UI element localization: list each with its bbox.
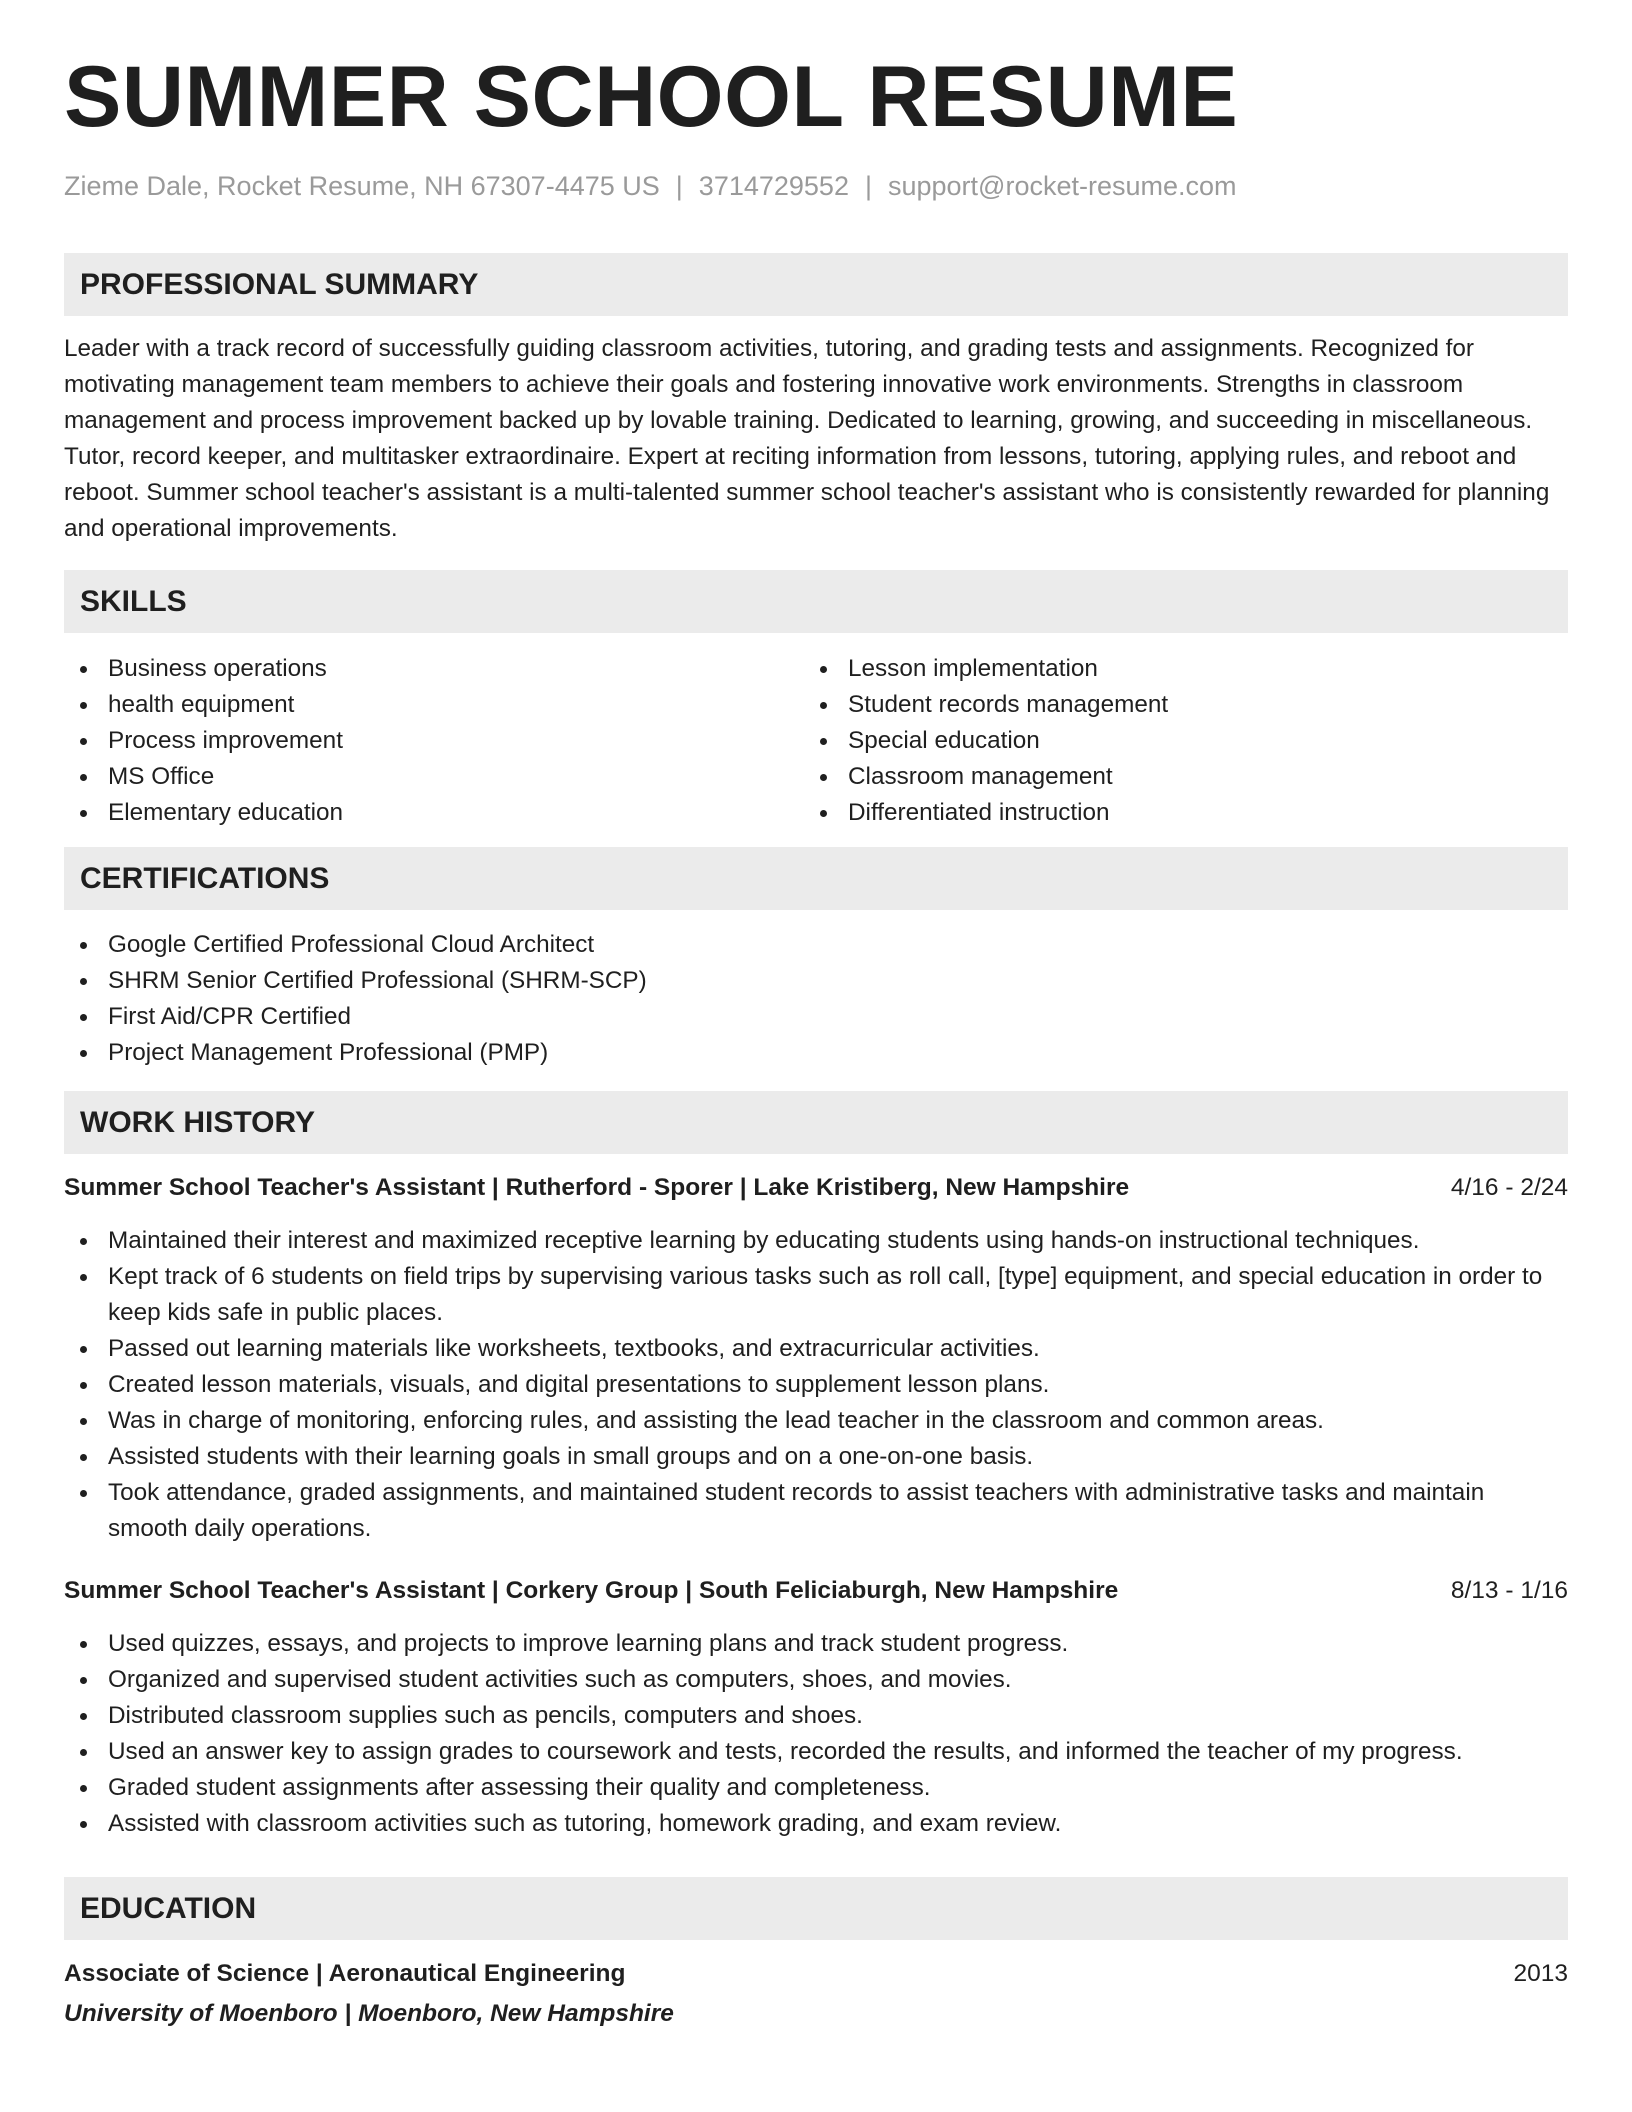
list-item: Organized and supervised student activities such as computers, shoes, and movies. bbox=[64, 1662, 1568, 1698]
contact-separator: | bbox=[864, 171, 872, 201]
list-item: Special education bbox=[804, 723, 1544, 759]
certifications-list bbox=[64, 927, 1568, 1071]
list-item: MS Office bbox=[64, 759, 804, 795]
certifications-heading: CERTIFICATIONS bbox=[64, 847, 1568, 910]
list-item: Project Management Professional (PMP) bbox=[64, 1035, 1568, 1071]
job-title: Summer School Teacher's Assistant | Corkery Group | South Feliciaburgh, New Hampshire bbox=[64, 1577, 1119, 1605]
list-item: Elementary education bbox=[64, 795, 804, 831]
job-duties bbox=[64, 1223, 1568, 1547]
list-item: Took attendance, graded assignments, and maintained student records to assist teachers with administrative tasks and maintain smooth daily operations. bbox=[64, 1475, 1568, 1547]
education-school: University of Moenboro | Moenboro, New Hampshire bbox=[64, 2000, 674, 2028]
work-history-heading: WORK HISTORY bbox=[64, 1091, 1568, 1154]
skills-column-left bbox=[64, 651, 804, 831]
education-entry bbox=[64, 1956, 1568, 2032]
list-item: Process improvement bbox=[64, 723, 804, 759]
contact-email: support@rocket-resume.com bbox=[887, 171, 1237, 201]
resume-title: SUMMER SCHOOL RESUME bbox=[64, 49, 1239, 145]
contact-address: Zieme Dale, Rocket Resume, NH 67307-4475 US bbox=[64, 171, 660, 201]
list-item: Student records management bbox=[804, 687, 1544, 723]
list-item: Assisted with classroom activities such as tutoring, homework grading, and exam review. bbox=[64, 1806, 1568, 1842]
contact-separator: | bbox=[675, 171, 683, 201]
list-item: Used quizzes, essays, and projects to improve learning plans and track student progress. bbox=[64, 1626, 1568, 1662]
list-item: Differentiated instruction bbox=[804, 795, 1544, 831]
list-item: First Aid/CPR Certified bbox=[64, 999, 1568, 1035]
list-item: Kept track of 6 students on field trips by supervising various tasks such as roll call, [type] equipment, and special education in order to keep kids safe in public places. bbox=[64, 1259, 1568, 1331]
list-item: SHRM Senior Certified Professional (SHRM-SCP) bbox=[64, 963, 1568, 999]
job-duties bbox=[64, 1626, 1568, 1842]
list-item: Passed out learning materials like worksheets, textbooks, and extracurricular activities. bbox=[64, 1331, 1568, 1367]
summary-text: Leader with a track record of successfully guiding classroom activities, tutoring, and grading tests and assignments. Recognized for motivating management team members to achieve their goals and fostering innovative work environments. Strengths in classroom management and process improvement backed up by lovable training. Dedicated to learning, growing, and succeeding in miscellaneous. Tutor, record keeper, and multitasker extraordinaire. Expert at reciting information from lessons, tutoring, applying rules, and reboot and reboot. Summer school teacher's assistant is a multi-talented summer school teacher's assistant who is consistently rewarded for planning and operational improvements. bbox=[64, 335, 1550, 543]
list-item: Was in charge of monitoring, enforcing rules, and assisting the lead teacher in the classroom and common areas. bbox=[64, 1403, 1568, 1439]
job-title: Summer School Teacher's Assistant | Rutherford - Sporer | Lake Kristiberg, New Hampshire bbox=[64, 1174, 1130, 1202]
list-item: Google Certified Professional Cloud Architect bbox=[64, 927, 1568, 963]
contact-line bbox=[64, 170, 1568, 202]
list-item: Assisted students with their learning goals in small groups and on a one-on-one basis. bbox=[64, 1439, 1568, 1475]
job-entry bbox=[64, 1573, 1568, 1842]
skills-column-right bbox=[804, 651, 1544, 831]
job-dates: 4/16 - 2/24 bbox=[1450, 1174, 1568, 1202]
job-header bbox=[64, 1573, 1568, 1609]
list-item: Graded student assignments after assessing their quality and completeness. bbox=[64, 1770, 1568, 1806]
education-year: 2013 bbox=[1513, 1960, 1568, 1988]
list-item: Distributed classroom supplies such as pencils, computers and shoes. bbox=[64, 1698, 1568, 1734]
list-item: Used an answer key to assign grades to coursework and tests, recorded the results, and informed the teacher of my progress. bbox=[64, 1734, 1568, 1770]
list-item: Created lesson materials, visuals, and digital presentations to supplement lesson plans. bbox=[64, 1367, 1568, 1403]
list-item: Business operations bbox=[64, 651, 804, 687]
education-degree: Associate of Science | Aeronautical Engineering bbox=[64, 1960, 626, 1988]
list-item: Lesson implementation bbox=[804, 651, 1544, 687]
job-dates: 8/13 - 1/16 bbox=[1450, 1577, 1568, 1605]
job-header bbox=[64, 1170, 1568, 1206]
summary-heading: PROFESSIONAL SUMMARY bbox=[64, 253, 1568, 316]
list-item: health equipment bbox=[64, 687, 804, 723]
job-entry bbox=[64, 1170, 1568, 1547]
education-heading: EDUCATION bbox=[64, 1877, 1568, 1940]
list-item: Maintained their interest and maximized receptive learning by educating students using hands-on instructional techniques. bbox=[64, 1223, 1568, 1259]
skills-heading: SKILLS bbox=[64, 570, 1568, 633]
education-header bbox=[64, 1956, 1568, 1992]
contact-phone: 3714729552 bbox=[698, 171, 849, 201]
skills-list bbox=[64, 651, 1568, 831]
list-item: Classroom management bbox=[804, 759, 1544, 795]
